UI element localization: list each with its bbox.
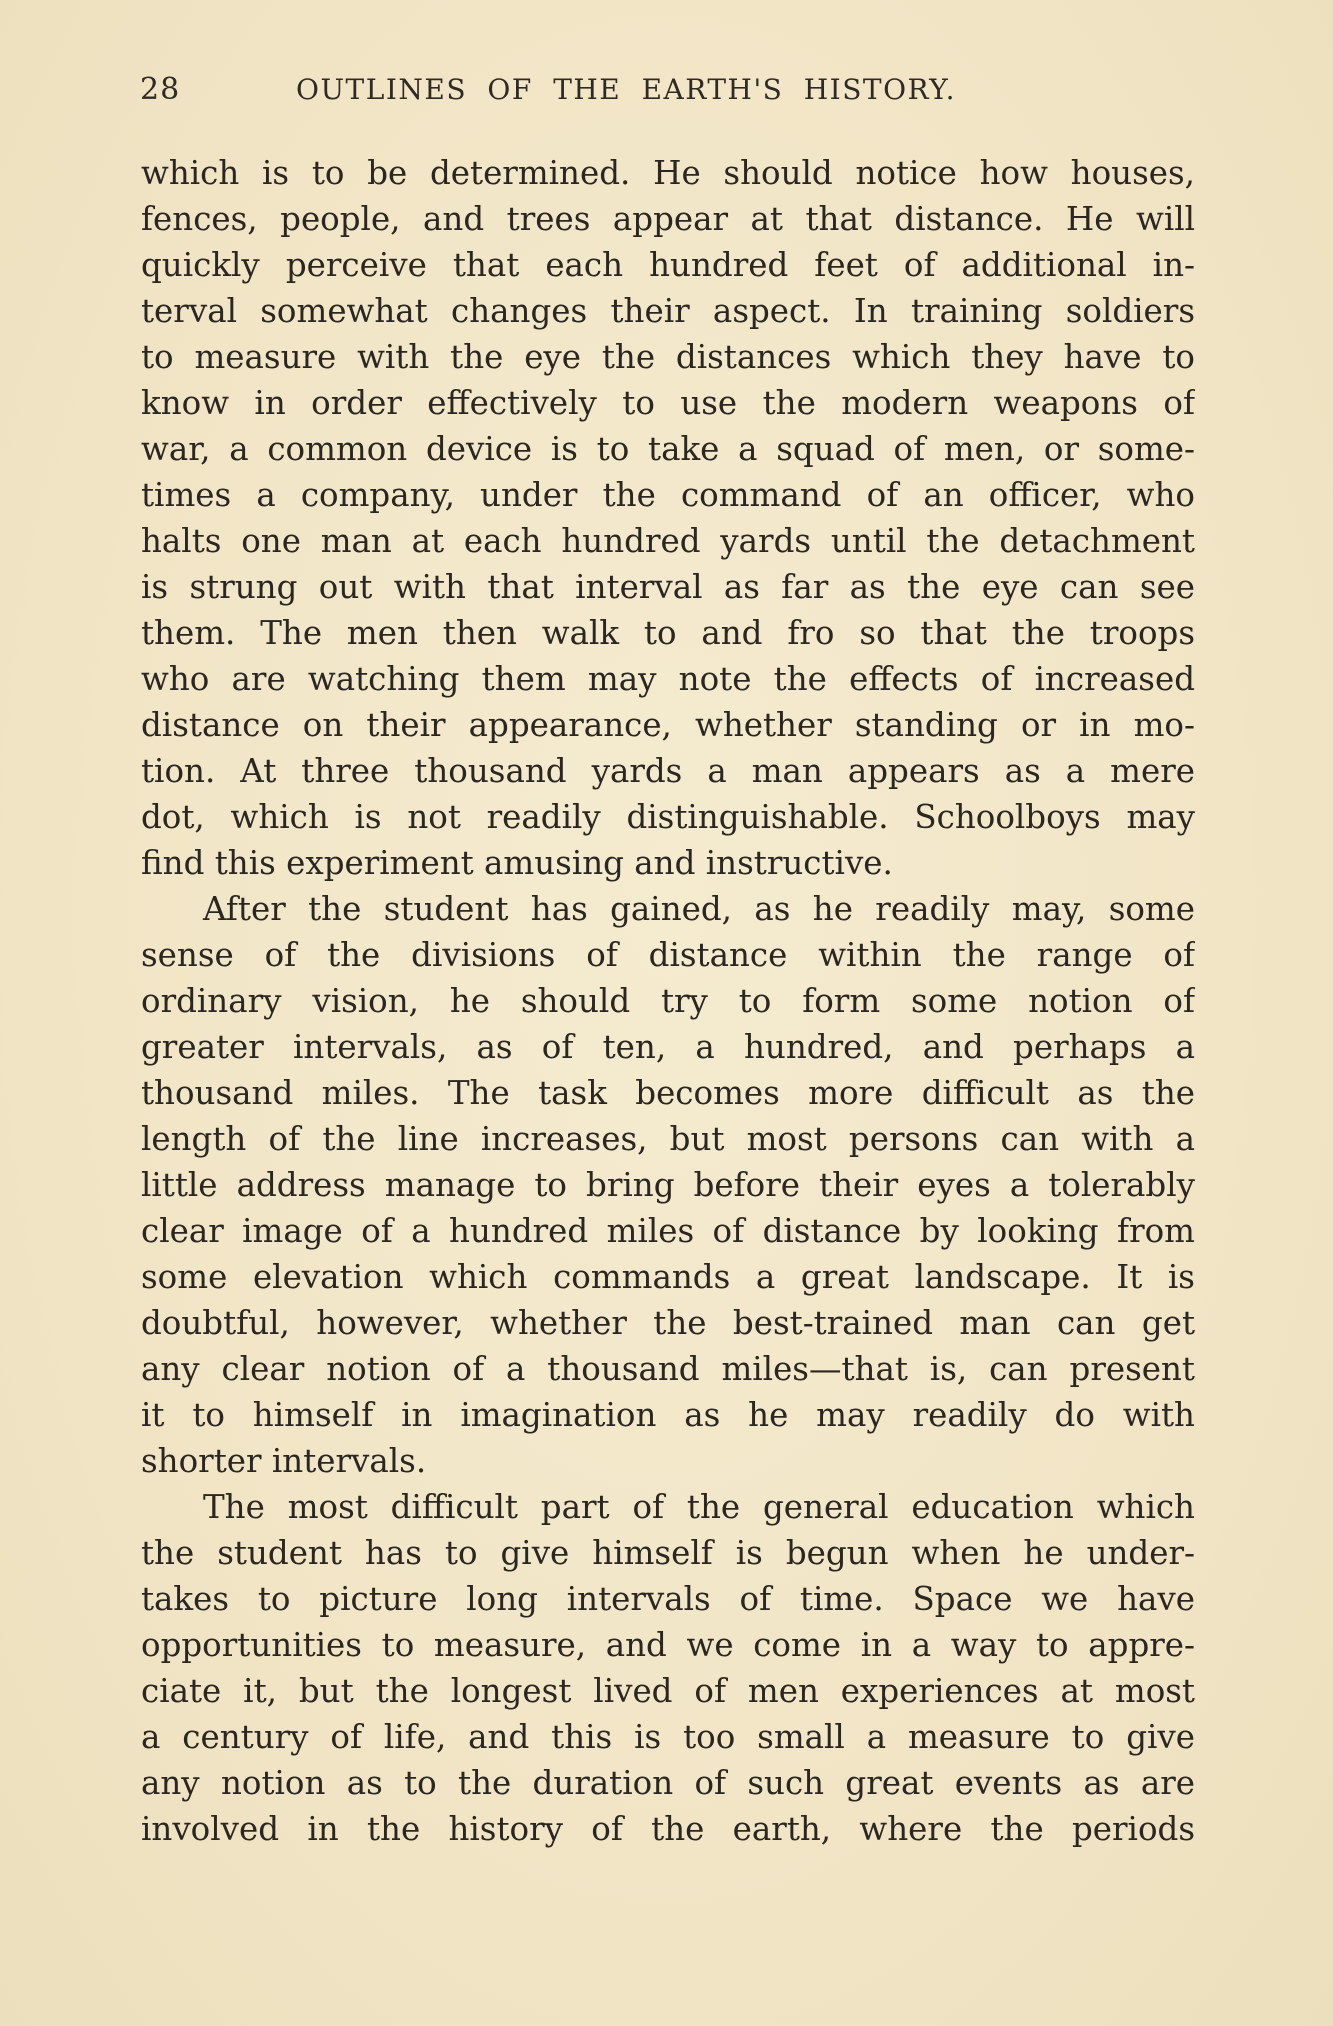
- text-line: halts one man at each hundred yards until the detachment: [141, 522, 1195, 560]
- text-line: clear image of a hundred miles of distance by looking from: [141, 1212, 1195, 1250]
- text-line: a century of life, and this is too small a measure to give: [141, 1718, 1195, 1756]
- text-line: times a company, under the command of an officer, who: [141, 476, 1195, 514]
- text-line: it to himself in imagination as he may readily do with: [141, 1396, 1195, 1434]
- text-line: opportunities to measure, and we come in a way to appre-: [141, 1626, 1195, 1664]
- text-line: sense of the divisions of distance within the range of: [141, 936, 1195, 974]
- text-line: who are watching them may note the effects of increased: [141, 660, 1195, 698]
- body-text: [141, 150, 1195, 1852]
- text-line: greater intervals, as of ten, a hundred, and perhaps a: [141, 1028, 1195, 1066]
- text-line: terval somewhat changes their aspect. In training soldiers: [141, 292, 1195, 330]
- text-line: fences, people, and trees appear at that distance. He will: [141, 200, 1195, 238]
- text-line: some elevation which commands a great landscape. It is: [141, 1258, 1195, 1296]
- text-line: ciate it, but the longest lived of men experiences at most: [141, 1672, 1195, 1710]
- paragraph-start-line: The most difficult part of the general education which: [203, 1488, 1195, 1526]
- text-line: thousand miles. The task becomes more difficult as the: [141, 1074, 1195, 1112]
- text-line: distance on their appearance, whether standing or in mo-: [141, 706, 1195, 744]
- text-line: any notion as to the duration of such great events as are: [141, 1764, 1195, 1802]
- paragraph-start-line: After the student has gained, as he readily may, some: [203, 890, 1195, 928]
- text-line: find this experiment amusing and instructive.: [141, 844, 893, 882]
- text-line: the student has to give himself is begun when he under-: [141, 1534, 1195, 1572]
- text-line: length of the line increases, but most persons can with a: [141, 1120, 1195, 1158]
- text-line: know in order effectively to use the modern weapons of: [141, 384, 1195, 422]
- text-line: which is to be determined. He should notice how houses,: [141, 154, 1195, 192]
- text-line: doubtful, however, whether the best-trained man can get: [141, 1304, 1195, 1342]
- text-line: little address manage to bring before their eyes a tolerably: [141, 1166, 1195, 1204]
- text-line: to measure with the eye the distances which they have to: [141, 338, 1195, 376]
- text-line: any clear notion of a thousand miles—that is, can present: [141, 1350, 1195, 1388]
- text-line: involved in the history of the earth, where the periods: [141, 1810, 1195, 1848]
- running-title: OUTLINES OF THE EARTH'S HISTORY.: [296, 73, 957, 106]
- page-number: 28: [140, 72, 181, 107]
- text-line: takes to picture long intervals of time. Space we have: [141, 1580, 1195, 1618]
- text-line: shorter intervals.: [141, 1442, 427, 1480]
- text-line: tion. At three thousand yards a man appears as a mere: [141, 752, 1195, 790]
- text-line: ordinary vision, he should try to form some notion of: [141, 982, 1195, 1020]
- text-line: them. The men then walk to and fro so that the troops: [141, 614, 1195, 652]
- text-line: dot, which is not readily distinguishable. Schoolboys may: [141, 798, 1195, 836]
- text-line: is strung out with that interval as far as the eye can see: [141, 568, 1195, 606]
- text-line: quickly perceive that each hundred feet of additional in-: [141, 246, 1195, 284]
- running-head: [140, 68, 1194, 112]
- text-line: war, a common device is to take a squad of men, or some-: [141, 430, 1195, 468]
